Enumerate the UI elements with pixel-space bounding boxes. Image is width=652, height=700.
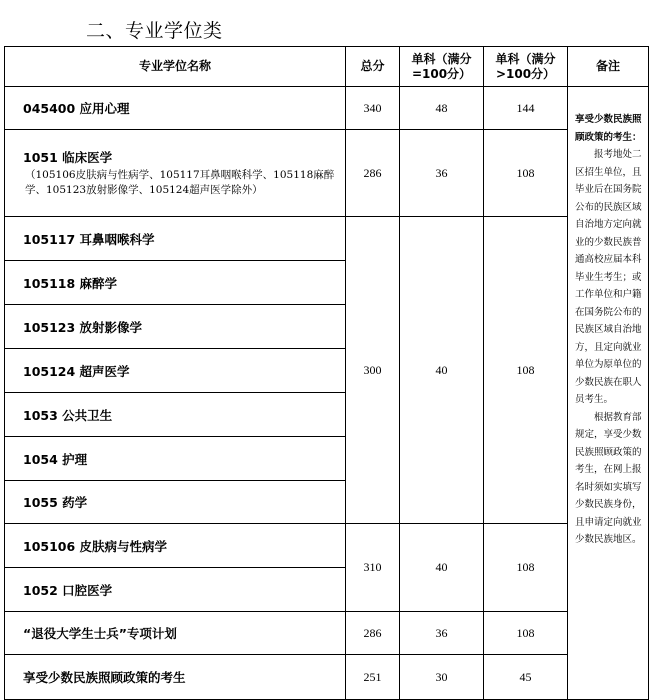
row-name: 1052 口腔医学 — [5, 568, 346, 612]
row-single-100: 36 — [400, 130, 484, 217]
row-name-cell — [5, 130, 346, 217]
row-single-over-100: 108 — [484, 524, 568, 612]
row-total: 251 — [346, 655, 400, 700]
note-paragraph-2: 根据教育部规定，享受少数民族照顾政策的考生，在网上报名时须如实填写少数民族身份，且申请定向就业少数民族地区。 — [575, 411, 642, 545]
row-name: 045400 应用心理 — [5, 87, 346, 130]
row-name: “退役大学生士兵”专项计划 — [5, 612, 346, 655]
header-single-100: 单科（满分=100分） — [400, 47, 484, 87]
row-name: 1055 药学 — [5, 481, 346, 524]
row-single-100: 48 — [400, 87, 484, 130]
table-row — [5, 655, 649, 700]
note-title: 享受少数民族照顾政策的考生： — [575, 114, 642, 143]
row-single-over-100: 108 — [484, 612, 568, 655]
table-row — [5, 217, 649, 261]
header-total: 总分 — [346, 47, 400, 87]
header-name: 专业学位名称 — [5, 47, 346, 87]
row-single-over-100: 144 — [484, 87, 568, 130]
row-single-100: 40 — [400, 217, 484, 524]
row-name: 1051 临床医学 — [23, 150, 113, 165]
score-table — [4, 46, 649, 700]
row-name: 享受少数民族照顾政策的考生 — [5, 655, 346, 700]
header-single-over-100: 单科（满分>100分） — [484, 47, 568, 87]
table-row — [5, 612, 649, 655]
row-single-100: 36 — [400, 612, 484, 655]
row-total: 300 — [346, 217, 400, 524]
note-cell — [568, 87, 649, 700]
row-name: 1054 护理 — [5, 437, 346, 481]
row-single-100: 40 — [400, 524, 484, 612]
row-name: 105106 皮肤病与性病学 — [5, 524, 346, 568]
row-total: 310 — [346, 524, 400, 612]
table-row — [5, 87, 649, 130]
row-single-over-100: 108 — [484, 130, 568, 217]
row-name: 1053 公共卫生 — [5, 393, 346, 437]
header-note: 备注 — [568, 47, 649, 87]
table-row — [5, 130, 649, 217]
row-single-over-100: 45 — [484, 655, 568, 700]
row-single-over-100: 108 — [484, 217, 568, 524]
row-name: 105118 麻醉学 — [5, 261, 346, 305]
note-paragraph-1: 报考地处二区招生单位，且毕业后在国务院公布的民族区域自治地方定向就业的少数民族普通高校应届本科毕业生考生；或工作单位和户籍在国务院公布的民族区域自治地方，且定向就业单位为原单位的少数民族在职人员考生。 — [575, 149, 642, 405]
row-total: 340 — [346, 87, 400, 130]
table-header-row — [5, 47, 649, 87]
row-name: 105124 超声医学 — [5, 349, 346, 393]
row-total: 286 — [346, 130, 400, 217]
row-single-100: 30 — [400, 655, 484, 700]
row-total: 286 — [346, 612, 400, 655]
section-title: 二、专业学位类 — [86, 20, 223, 42]
row-name: 105117 耳鼻咽喉科学 — [5, 217, 346, 261]
table-row — [5, 524, 649, 568]
row-name-note: （105106皮肤病与性病学、105117耳鼻咽喉科学、105118麻醉学、105123放射影像学、105124超声医学除外） — [25, 169, 335, 196]
row-name: 105123 放射影像学 — [5, 305, 346, 349]
